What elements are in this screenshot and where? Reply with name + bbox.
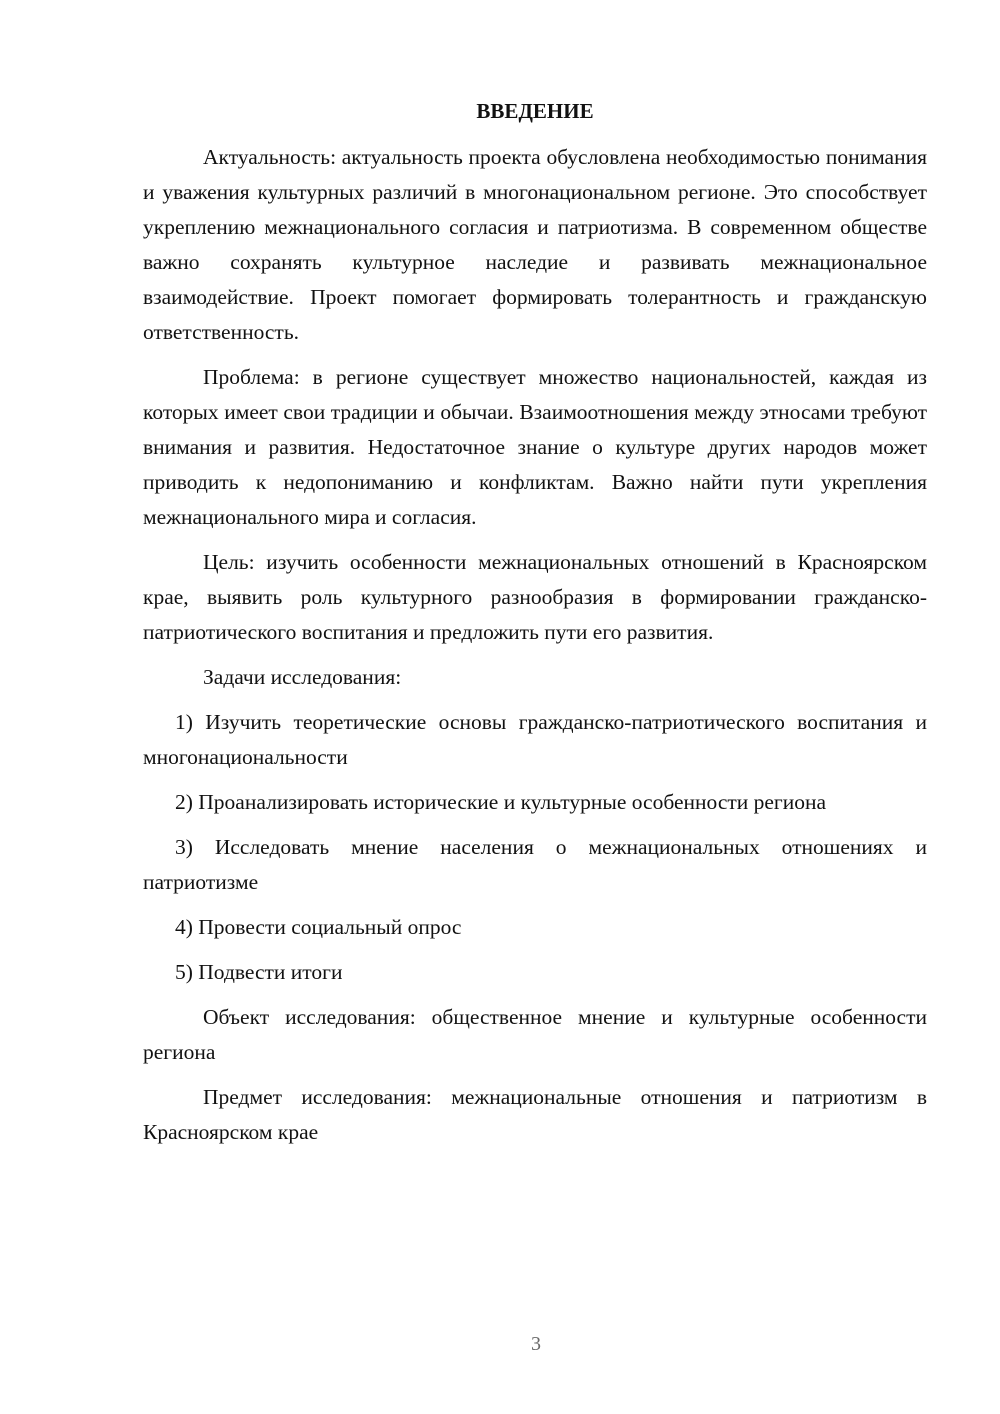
page-content — [143, 94, 927, 1160]
subject-paragraph: Предмет исследования: межнациональные отношения и патриотизм в Красноярском крае — [143, 1085, 927, 1144]
tasks-heading: Задачи исследования: — [203, 665, 402, 689]
task-item-1: 1) Изучить теоретические основы гражданско-патриотического воспитания и многонациональности — [143, 710, 927, 769]
task-item-2: 2) Проанализировать исторические и культурные особенности региона — [175, 790, 827, 814]
object-paragraph: Объект исследования: общественное мнение и культурные особенности региона — [143, 1005, 927, 1064]
goal-paragraph: Цель: изучить особенности межнациональных отношений в Красноярском крае, выявить роль культурного разнообразия в формировании гражданско-патриотического воспитания и предложить пути его развития. — [143, 550, 927, 644]
section-title: ВВЕДЕНИЕ — [476, 99, 594, 123]
page-number: 3 — [531, 1333, 541, 1355]
problem-paragraph: Проблема: в регионе существует множество национальностей, каждая из которых имеет свои традиции и обычаи. Взаимоотношения между этносами требуют внимания и развития. Недостаточное знание о культуре других народов может приводить к недопониманию и конфликтам. Важно найти пути укрепления межнационального мира и согласия. — [143, 365, 927, 529]
task-item-5: 5) Подвести итоги — [175, 960, 343, 984]
task-item-3: 3) Исследовать мнение населения о межнациональных отношениях и патриотизме — [143, 835, 927, 894]
task-item-4: 4) Провести социальный опрос — [175, 915, 462, 939]
relevance-paragraph: Актуальность: актуальность проекта обусловлена необходимостью понимания и уважения культурных различий в многонациональном регионе. Это способствует укреплению межнационального согласия и патриотизма. В современном обществе важно сохранять культурное наследие и развивать межнациональное взаимодействие. Проект помогает формировать толерантность и гражданскую ответственность. — [143, 145, 927, 344]
